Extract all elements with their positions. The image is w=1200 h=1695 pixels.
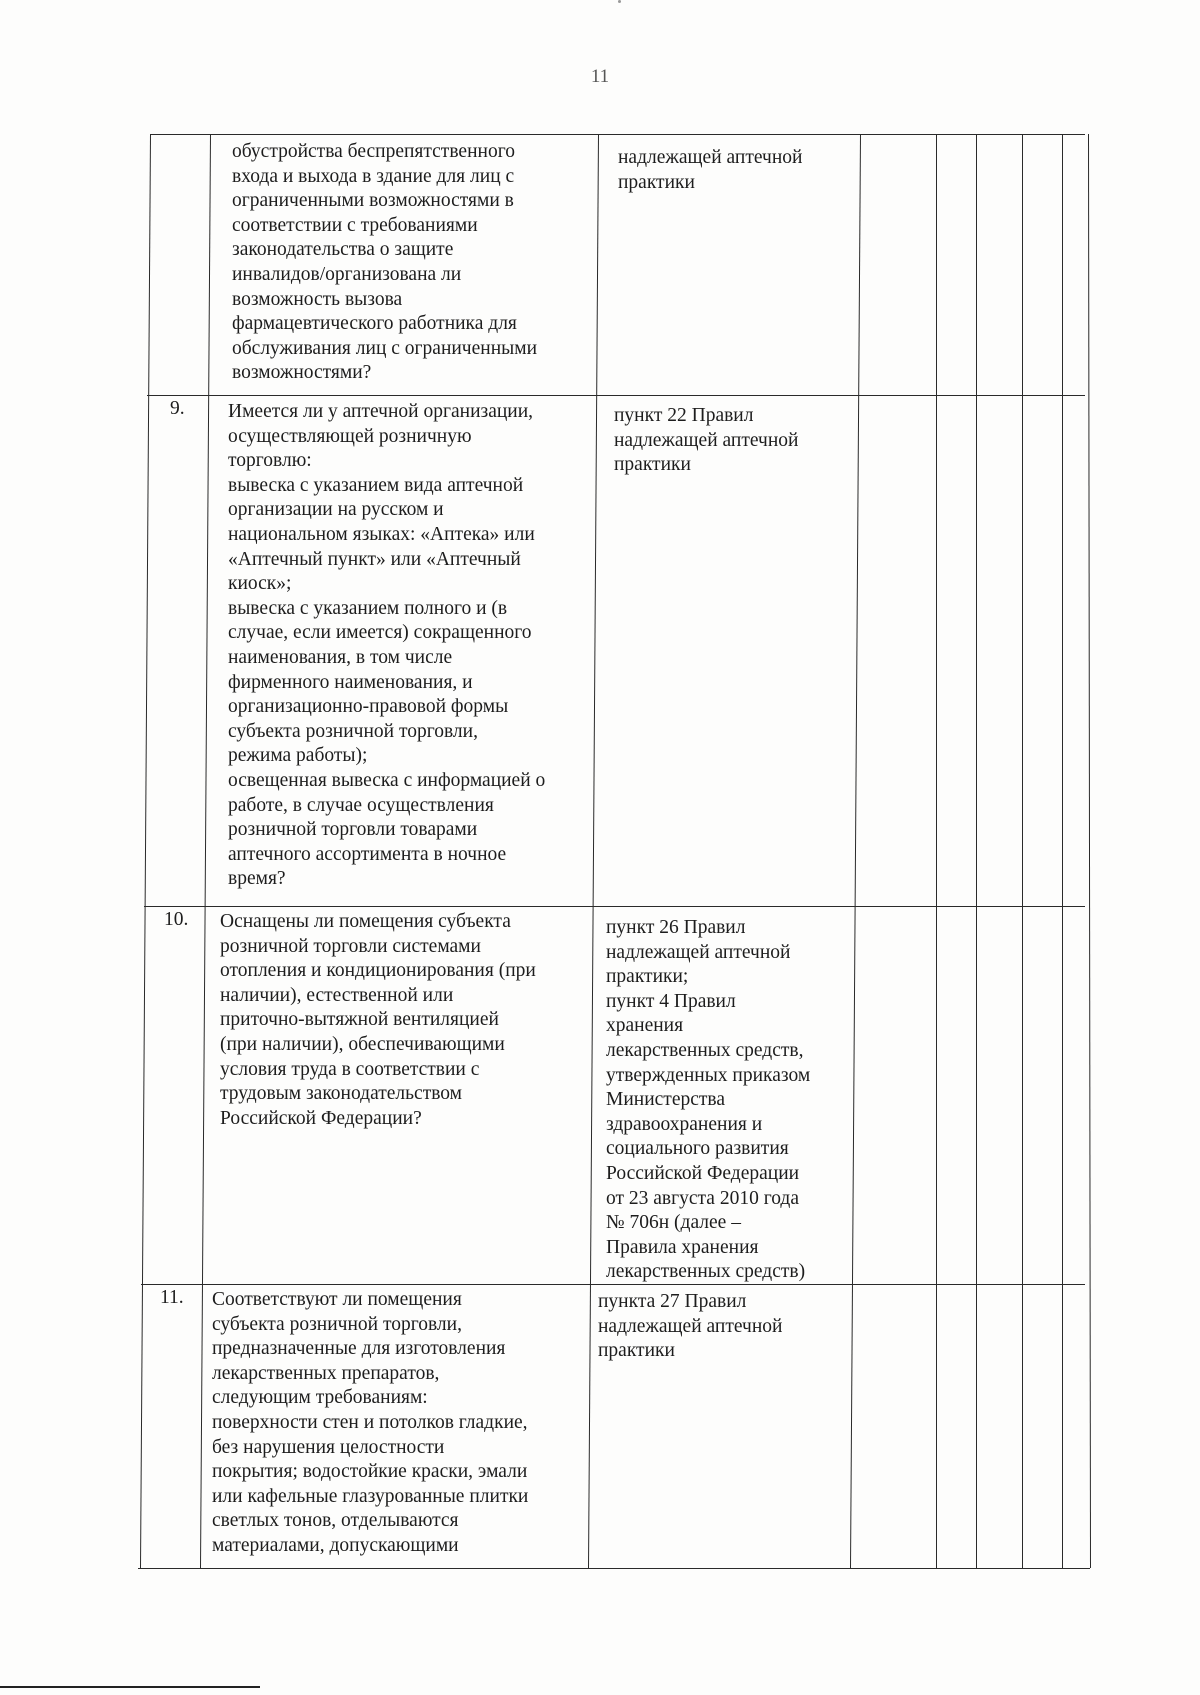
table-row-rule bbox=[147, 395, 1085, 396]
table-column-rule bbox=[936, 134, 937, 1568]
table-row-rule bbox=[150, 134, 1085, 135]
footnote-rule bbox=[0, 1686, 260, 1688]
page-number: 11 bbox=[590, 66, 610, 87]
requirement-text: Соответствуют ли помещения субъекта розничной торговли, предназначенные для изготовления лекарственных препаратов, следующим требованиям: поверхности стен и потолков гладкие, без нарушения целостности покрытия; водостойкие краски, эмали или кафельные глазурованные плитки светлых тонов, отделываются материалами, допускающими bbox=[212, 1289, 529, 1556]
legal-reference-text: пункт 22 Правил надлежащей аптечной практики bbox=[614, 405, 799, 476]
table-row-rule bbox=[144, 906, 1085, 907]
table-column-rule bbox=[140, 134, 151, 1568]
row-number: 10. bbox=[164, 909, 189, 930]
table-column-rule bbox=[1088, 134, 1091, 1568]
scan-speck bbox=[618, 0, 621, 3]
table-column-rule bbox=[200, 134, 211, 1568]
requirement-text: Имеется ли у аптечной организации, осуществляющей розничную торговлю: вывеска с указанием вида аптечной организации на русском и национальном языках: «Аптека» или «Аптечный пункт» или «Аптечный киоск»; вывеска с указанием полного и (в случае, если имеется) сокращенного наименования, в том числе фирменного наименования, и организационно-правовой формы субъекта розничной торговли, режима работы); освещенная вывеска с информацией о работе, в случае осуществления розничной торговли товарами аптечного ассортимента в ночное время? bbox=[228, 401, 546, 890]
requirement-text: Оснащены ли помещения субъекта розничной торговли системами отопления и кондиционирования (при наличии), естественной или приточно-вытяжной вентиляцией (при наличии), обеспечивающими условия труда в соответствии с трудовым законодательством Российской Федерации? bbox=[220, 911, 536, 1129]
row-number: 11. bbox=[160, 1287, 184, 1308]
table-column-rule bbox=[850, 134, 861, 1568]
table-column-rule bbox=[1022, 134, 1023, 1568]
requirement-text: обустройства беспрепятственного входа и выхода в здание для лиц с ограниченными возможностями в соответствии с требованиями законодательства о защите инвалидов/организована ли возможность вызова фармацевтического работника для обслуживания лиц с ограниченными возможностями? bbox=[232, 141, 538, 384]
table-column-rule bbox=[1062, 134, 1063, 1568]
row-number: 9. bbox=[170, 398, 185, 419]
legal-reference-text: надлежащей аптечной практики bbox=[618, 147, 803, 193]
table-bottom-rule bbox=[138, 1568, 1090, 1569]
table-column-rule bbox=[976, 134, 977, 1568]
legal-reference-text: пункт 26 Правил надлежащей аптечной практики; пункт 4 Правил хранения лекарственных средств, утвержденных приказом Министерства здравоохранения и социального развития Российской Федерации от 23 августа 2010 года № 706н (далее – Правила хранения лекарственных средств) bbox=[606, 917, 811, 1283]
legal-reference-text: пункта 27 Правил надлежащей аптечной практики bbox=[598, 1291, 783, 1362]
